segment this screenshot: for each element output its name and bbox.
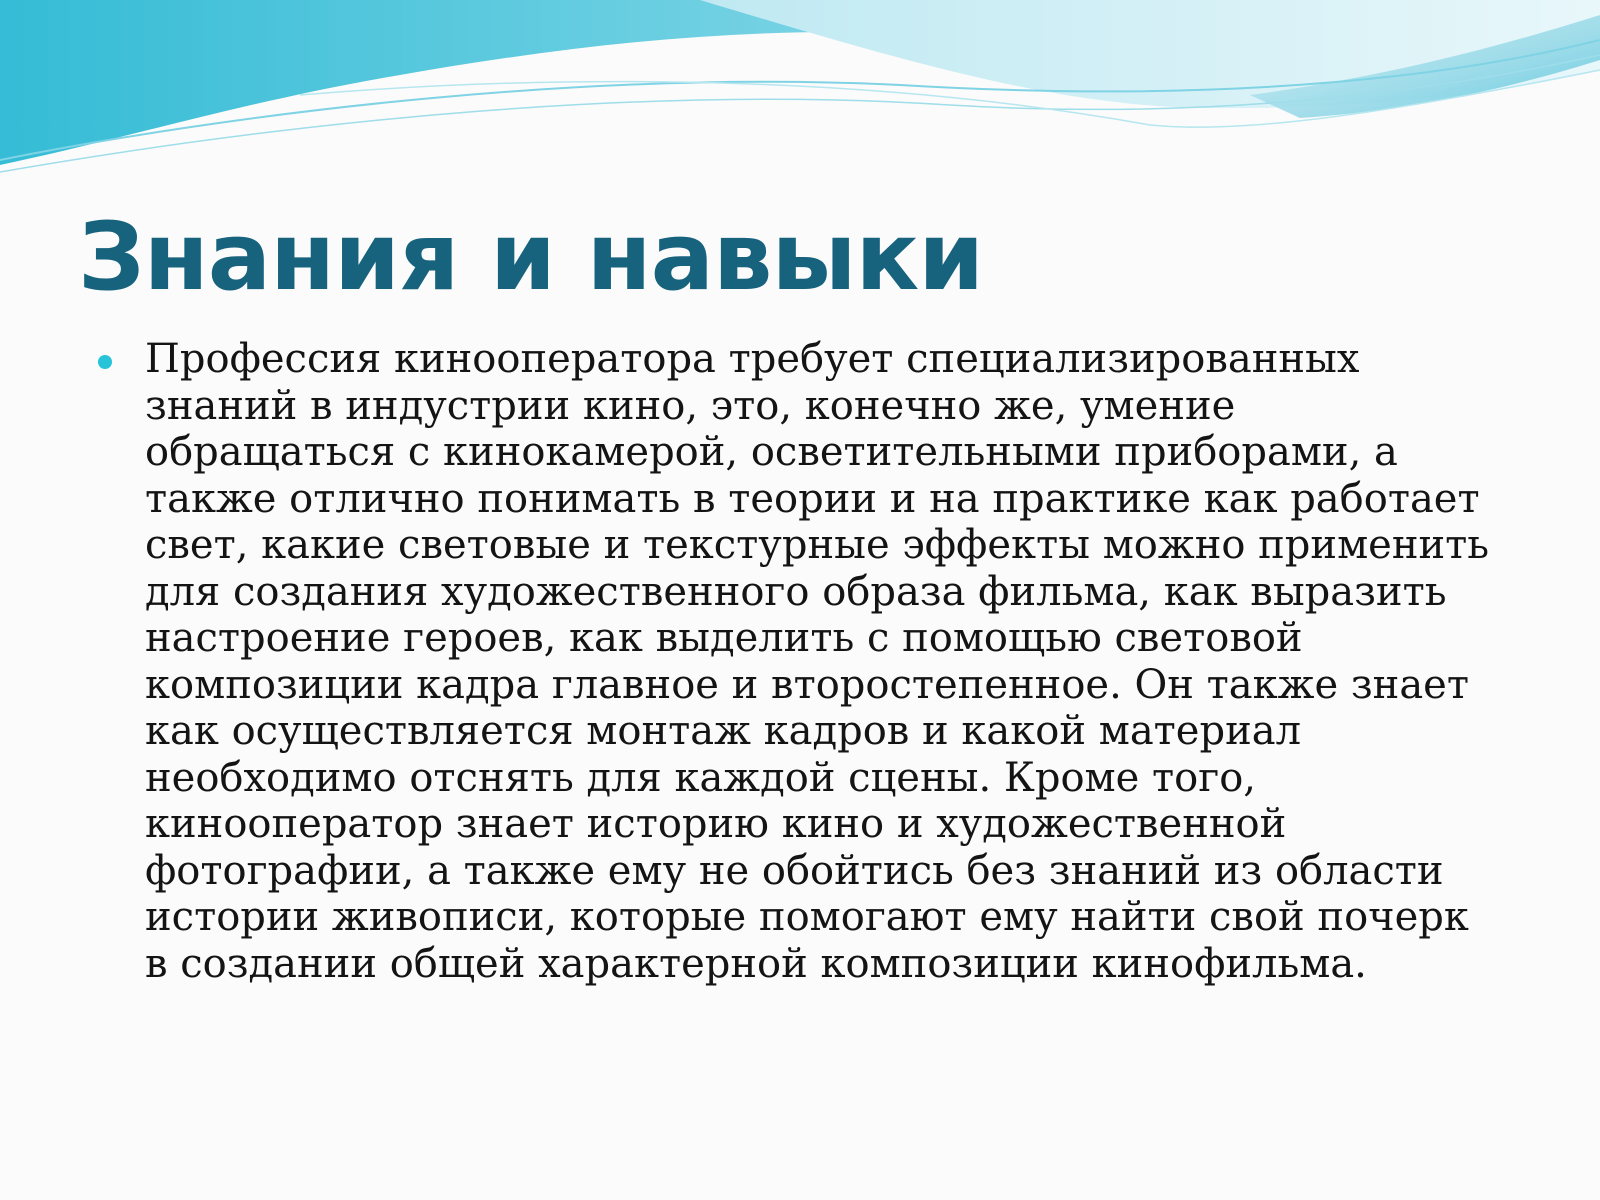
slide-content (98, 336, 1498, 987)
bullet-item (98, 336, 1498, 987)
slide-title: Знания и навыки (78, 203, 984, 312)
bullet-dot-icon (98, 355, 112, 369)
bullet-text: Профессия кинооператора требует специализированных знаний в индустрии кино, это, конечно же, умение обращаться с кинокамерой, осветительными приборами, а также отлично понимать в теории и на практике как работает свет, какие световые и текстурные эффекты можно применить для создания художественного образа фильма, как выразить настроение героев, как выделить с помощью световой композиции кадра главное и второстепенное. Он также знает как осуществляется монтаж кадров и какой материал необходимо отснять для каждой сцены. Кроме того, кинооператор знает историю кино и художественной фотографии, а также ему не обойтись без знаний из области истории живописи, которые помогают ему найти свой почерк в создании общей характерной композиции кинофильма. (145, 336, 1490, 987)
header-wave-decoration (0, 0, 1600, 200)
